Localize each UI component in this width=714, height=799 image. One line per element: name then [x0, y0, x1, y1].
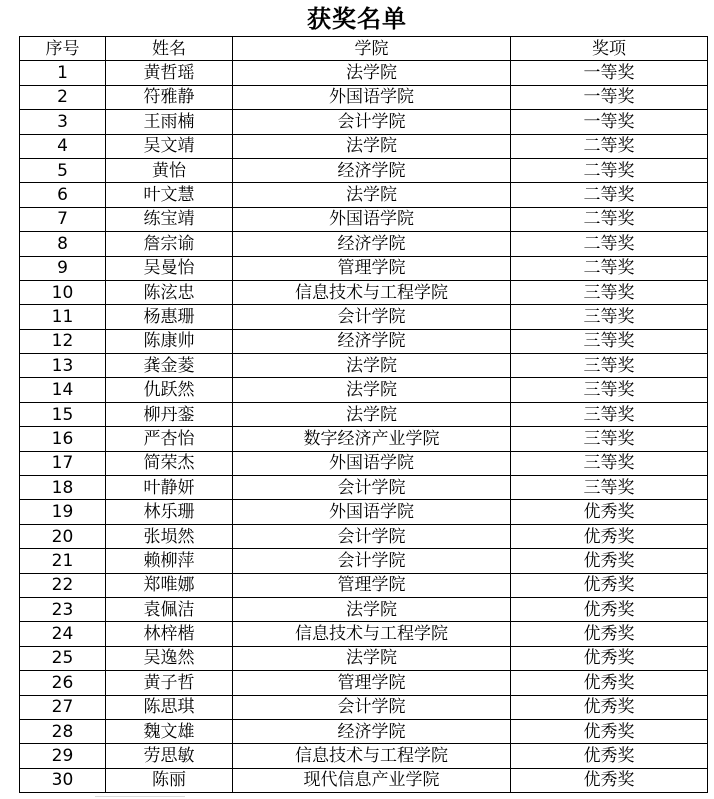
cell-num: 26	[20, 671, 106, 695]
cell-num: 20	[20, 524, 106, 548]
cell-name: 吴逸然	[106, 646, 233, 670]
cell-num: 29	[20, 744, 106, 768]
cell-school: 管理学院	[233, 671, 511, 695]
cell-school: 外国语学院	[233, 85, 511, 109]
page-title: 获奖名单	[307, 5, 407, 33]
table-row	[20, 207, 708, 231]
cell-school: 管理学院	[233, 573, 511, 597]
table-row	[20, 451, 708, 475]
cell-name: 陈思琪	[106, 695, 233, 719]
cell-num: 6	[20, 183, 106, 207]
cell-name: 叶静妍	[106, 476, 233, 500]
cell-name: 赖柳萍	[106, 549, 233, 573]
cell-school: 法学院	[233, 646, 511, 670]
table-row	[20, 646, 708, 670]
cell-school: 信息技术与工程学院	[233, 622, 511, 646]
cell-name: 陈康帅	[106, 329, 233, 353]
cell-name: 杨惠珊	[106, 305, 233, 329]
cell-award: 优秀奖	[511, 500, 708, 524]
table-row	[20, 183, 708, 207]
table-row	[20, 549, 708, 573]
cell-award: 优秀奖	[511, 719, 708, 743]
cell-name: 吴曼怡	[106, 256, 233, 280]
cell-school: 外国语学院	[233, 500, 511, 524]
cell-num: 1	[20, 61, 106, 85]
cell-num: 7	[20, 207, 106, 231]
cell-num: 23	[20, 597, 106, 621]
cell-name: 詹宗谕	[106, 232, 233, 256]
cell-school: 管理学院	[233, 256, 511, 280]
cell-name: 魏文雄	[106, 719, 233, 743]
cell-school: 法学院	[233, 597, 511, 621]
cell-name: 叶文慧	[106, 183, 233, 207]
cell-num: 5	[20, 158, 106, 182]
cell-award: 三等奖	[511, 354, 708, 378]
cell-award: 三等奖	[511, 451, 708, 475]
cell-award: 三等奖	[511, 305, 708, 329]
cell-award: 优秀奖	[511, 671, 708, 695]
cell-award: 一等奖	[511, 110, 708, 134]
table-body	[20, 61, 708, 793]
cell-award: 三等奖	[511, 476, 708, 500]
cell-award: 二等奖	[511, 158, 708, 182]
cell-school: 经济学院	[233, 158, 511, 182]
cell-award: 优秀奖	[511, 744, 708, 768]
cell-num: 14	[20, 378, 106, 402]
cell-school: 经济学院	[233, 329, 511, 353]
cell-name: 王雨楠	[106, 110, 233, 134]
table-row	[20, 719, 708, 743]
cell-num: 13	[20, 354, 106, 378]
cell-award: 优秀奖	[511, 646, 708, 670]
cell-num: 28	[20, 719, 106, 743]
cell-name: 林乐珊	[106, 500, 233, 524]
cell-award: 三等奖	[511, 378, 708, 402]
table-row	[20, 597, 708, 621]
cell-name: 黄哲瑶	[106, 61, 233, 85]
header-award: 奖项	[511, 37, 708, 61]
cell-num: 24	[20, 622, 106, 646]
cell-name: 陈丽	[106, 768, 233, 792]
cell-award: 优秀奖	[511, 573, 708, 597]
cell-award: 优秀奖	[511, 549, 708, 573]
table-row	[20, 134, 708, 158]
cell-num: 19	[20, 500, 106, 524]
cell-name: 龚金菱	[106, 354, 233, 378]
cell-num: 17	[20, 451, 106, 475]
cell-name: 严杏怡	[106, 427, 233, 451]
cell-school: 数字经济产业学院	[233, 427, 511, 451]
cell-school: 会计学院	[233, 476, 511, 500]
cell-name: 吴文靖	[106, 134, 233, 158]
cell-name: 陈泫忠	[106, 280, 233, 304]
cell-num: 30	[20, 768, 106, 792]
cell-name: 柳丹銮	[106, 402, 233, 426]
cell-school: 外国语学院	[233, 207, 511, 231]
cell-award: 三等奖	[511, 280, 708, 304]
cell-award: 三等奖	[511, 427, 708, 451]
table-header-row	[20, 37, 708, 61]
cell-num: 25	[20, 646, 106, 670]
table-row	[20, 476, 708, 500]
cell-school: 信息技术与工程学院	[233, 280, 511, 304]
cell-school: 信息技术与工程学院	[233, 744, 511, 768]
table-row	[20, 85, 708, 109]
cell-school: 法学院	[233, 354, 511, 378]
cell-name: 袁佩洁	[106, 597, 233, 621]
table-row	[20, 354, 708, 378]
table-row	[20, 671, 708, 695]
cell-name: 练宝靖	[106, 207, 233, 231]
cell-num: 15	[20, 402, 106, 426]
table-row	[20, 280, 708, 304]
cell-school: 经济学院	[233, 719, 511, 743]
cell-school: 会计学院	[233, 305, 511, 329]
cell-name: 黄怡	[106, 158, 233, 182]
cell-award: 优秀奖	[511, 622, 708, 646]
cell-name: 仇跃然	[106, 378, 233, 402]
table-row	[20, 61, 708, 85]
table-row	[20, 622, 708, 646]
cell-award: 优秀奖	[511, 695, 708, 719]
cell-school: 会计学院	[233, 549, 511, 573]
table-row	[20, 695, 708, 719]
cell-num: 21	[20, 549, 106, 573]
cell-award: 二等奖	[511, 207, 708, 231]
cell-award: 优秀奖	[511, 524, 708, 548]
cell-num: 3	[20, 110, 106, 134]
cell-award: 优秀奖	[511, 768, 708, 792]
cell-num: 12	[20, 329, 106, 353]
cell-school: 法学院	[233, 402, 511, 426]
cell-num: 8	[20, 232, 106, 256]
cell-num: 18	[20, 476, 106, 500]
table-row	[20, 256, 708, 280]
table-row	[20, 524, 708, 548]
cell-num: 11	[20, 305, 106, 329]
cell-award: 二等奖	[511, 134, 708, 158]
cell-school: 经济学院	[233, 232, 511, 256]
cell-name: 黄子哲	[106, 671, 233, 695]
cell-award: 一等奖	[511, 61, 708, 85]
cell-school: 法学院	[233, 61, 511, 85]
cell-num: 4	[20, 134, 106, 158]
cell-name: 简荣杰	[106, 451, 233, 475]
cell-name: 劳思敏	[106, 744, 233, 768]
cell-num: 16	[20, 427, 106, 451]
cell-school: 会计学院	[233, 524, 511, 548]
table-row	[20, 305, 708, 329]
cell-award: 一等奖	[511, 85, 708, 109]
cell-award: 三等奖	[511, 402, 708, 426]
cell-name: 张埙然	[106, 524, 233, 548]
table-row	[20, 573, 708, 597]
table-row	[20, 427, 708, 451]
cell-name: 符雅静	[106, 85, 233, 109]
header-school: 学院	[233, 37, 511, 61]
cell-name: 林梓楷	[106, 622, 233, 646]
table-row	[20, 768, 708, 792]
table-row	[20, 329, 708, 353]
cell-school: 法学院	[233, 134, 511, 158]
cell-award: 三等奖	[511, 329, 708, 353]
cell-school: 现代信息产业学院	[233, 768, 511, 792]
table-row	[20, 158, 708, 182]
table-row	[20, 232, 708, 256]
cell-school: 会计学院	[233, 110, 511, 134]
cell-num: 9	[20, 256, 106, 280]
cell-school: 法学院	[233, 378, 511, 402]
table-row	[20, 744, 708, 768]
awards-table	[19, 36, 708, 793]
cell-num: 22	[20, 573, 106, 597]
cell-award: 二等奖	[511, 232, 708, 256]
header-name: 姓名	[106, 37, 233, 61]
cell-name: 郑唯娜	[106, 573, 233, 597]
cell-num: 27	[20, 695, 106, 719]
cell-school: 会计学院	[233, 695, 511, 719]
table-row	[20, 500, 708, 524]
cell-award: 优秀奖	[511, 597, 708, 621]
table-row	[20, 402, 708, 426]
bottom-divider	[95, 796, 185, 797]
cell-school: 法学院	[233, 183, 511, 207]
cell-num: 2	[20, 85, 106, 109]
cell-num: 10	[20, 280, 106, 304]
cell-award: 二等奖	[511, 183, 708, 207]
table-row	[20, 378, 708, 402]
cell-award: 二等奖	[511, 256, 708, 280]
table-row	[20, 110, 708, 134]
cell-school: 外国语学院	[233, 451, 511, 475]
header-num: 序号	[20, 37, 106, 61]
